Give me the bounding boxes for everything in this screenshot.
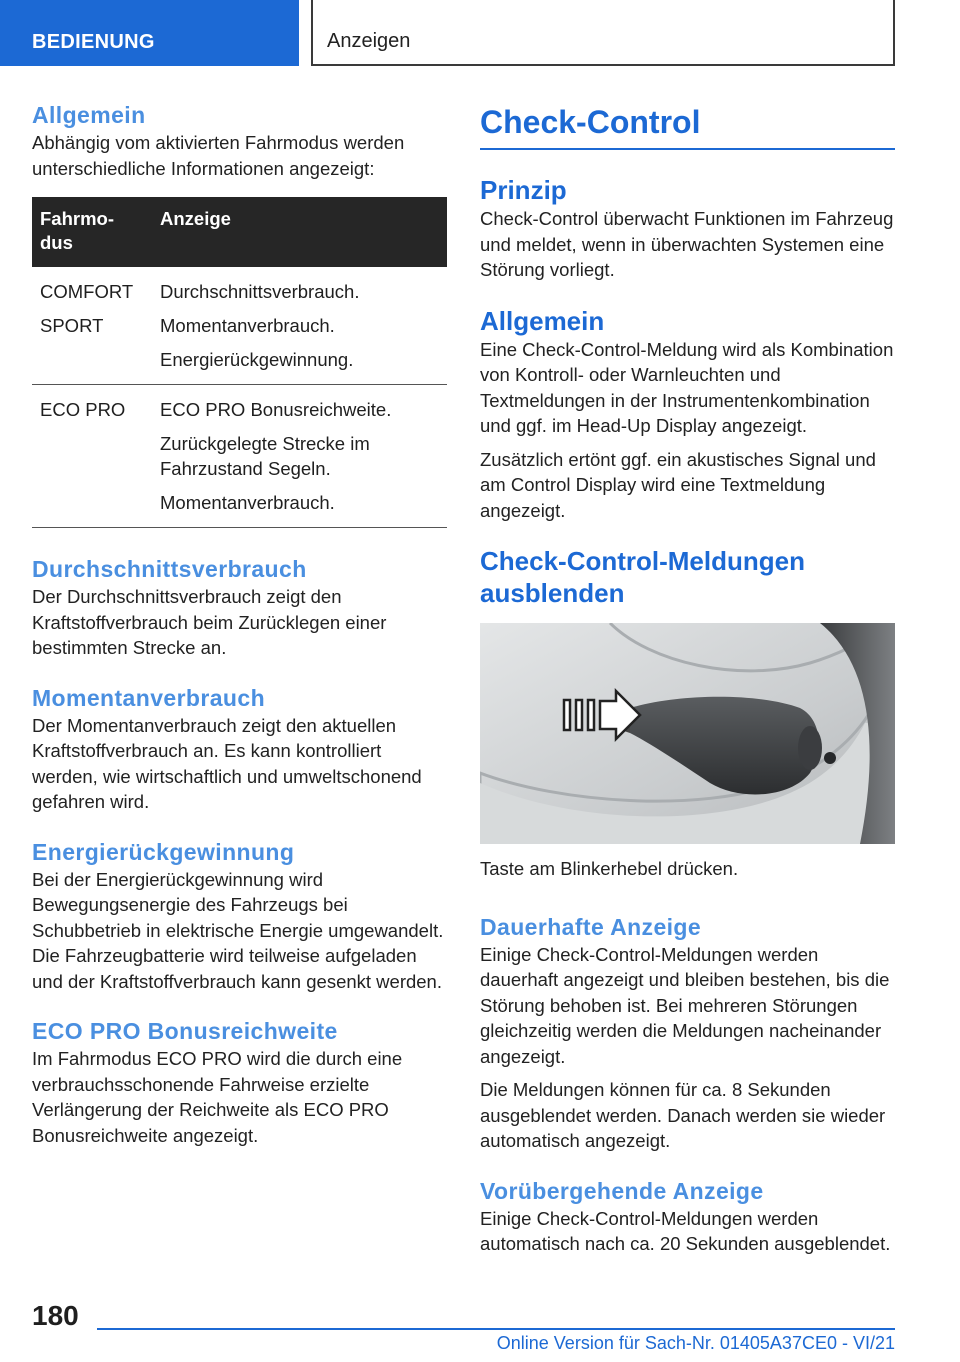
heading-allgemein-right: Allgemein <box>480 305 605 336</box>
text-dauerhafte-anzeige-2: Die Meldungen können für ca. 8 Sekunden ausgeblendet werden. Danach werden sie wieder automatisch angezeigt. <box>480 1079 886 1151</box>
display-item: ECO PRO Bonusreichweite. <box>160 399 392 420</box>
header-section: BEDIENUNG <box>0 0 299 66</box>
text-allgemein-1: Eine Check-Control-Meldung wird als Kombination von Kontroll- oder Warnleuchten und Textmeldungen in der Instrumentenkombination und ggf. im Head-Up Display angezeigt. <box>480 338 894 436</box>
display-item: Momentanverbrauch. <box>160 315 335 336</box>
image-caption: Taste am Blinkerhebel drücken. <box>480 858 739 879</box>
drive-mode-table <box>32 197 447 528</box>
header-title: Anzeigen <box>311 0 895 66</box>
table-row <box>32 385 447 528</box>
heading-dauerhafte-anzeige: Dauerhafte Anzeige <box>480 913 702 940</box>
text-eco-pro-bonusreichweite: Im Fahrmodus ECO PRO wird die durch eine verbrauchsschonende Fahrweise erzielte Verlängerung der Reichweite als ECO PRO Bonusreichweite angezeigt. <box>32 1048 403 1146</box>
mode-comfort: COMFORT <box>40 281 134 302</box>
heading-prinzip: Prinzip <box>480 175 567 205</box>
display-item: Momentanverbrauch. <box>160 492 335 513</box>
footer-text: Online Version für Sach-Nr. 01405A37CE0 - VI/21 <box>496 1333 895 1353</box>
heading-allgemein: Allgemein <box>32 102 146 128</box>
display-item: Zurückgelegte Strecke im Fahrzustand Segeln. <box>160 433 370 479</box>
heading-voruebergehende-anzeige: Vorübergehende Anzeige <box>480 1177 764 1204</box>
page-number: 180 <box>32 1300 79 1331</box>
table-row <box>32 267 447 385</box>
footer-divider <box>97 1328 895 1330</box>
text-allgemein-2: Zusätzlich ertönt ggf. ein akustisches Signal und am Control Display wird eine Textmeldung angezeigt. <box>480 448 876 521</box>
display-item: Energierückgewinnung. <box>160 349 354 370</box>
right-column <box>480 100 895 1257</box>
left-column <box>32 100 447 1148</box>
table-header-display: Anzeige <box>152 197 447 267</box>
mode-eco-pro: ECO PRO <box>40 399 126 420</box>
text-allgemein: Abhängig vom aktivierten Fahrmodus werden unterschiedliche Informationen angezeigt: <box>32 132 405 179</box>
text-energierueckgewinnung: Bei der Energierückgewinnung wird Bewegungsenergie des Fahrzeugs bei Schubbetrieb in elektrische Energie umgewandelt. Die Fahrzeugbatterie wird teilweise aufgeladen und der Kraftstoffverbrauch kann gesenkt werden. <box>32 868 444 992</box>
mode-sport: SPORT <box>40 315 104 336</box>
heading-durchschnittsverbrauch: Durchschnittsverbrauch <box>32 556 307 582</box>
text-dauerhafte-anzeige-1: Einige Check-Control-Meldungen werden dauerhaft angezeigt und bleiben bestehen, bis die Störung behoben ist. Bei mehreren Störungen gleichzeitig werden die Meldungen nacheinander angezeigt. <box>480 943 890 1067</box>
heading-meldungen-ausblenden: Check-Control-Meldungen ausblenden <box>480 546 805 608</box>
text-prinzip: Check-Control überwacht Funktionen im Fahrzeug und meldet, wenn in überwachten Systemen eine Störung vorliegt. <box>480 208 894 280</box>
heading-eco-pro-bonusreichweite: ECO PRO Bonusreichweite <box>32 1018 338 1044</box>
text-durchschnittsverbrauch: Der Durchschnittsverbrauch zeigt den Kraftstoffverbrauch beim Zurücklegen einer bestimmten Strecke an. <box>32 586 387 658</box>
display-item: Durchschnittsverbrauch. <box>160 281 360 302</box>
turn-signal-lever-image <box>480 623 895 844</box>
text-voruebergehende-anzeige: Einige Check-Control-Meldungen werden automatisch nach ca. 20 Sekunden ausgeblendet. <box>480 1207 891 1254</box>
text-momentanverbrauch: Der Momentanverbrauch zeigt den aktuellen Kraftstoffverbrauch an. Es kann kontrolliert werden, wie wirtschaftlich und umweltschonend gefahren wird. <box>32 714 422 812</box>
heading-check-control: Check-Control <box>480 100 895 150</box>
heading-momentanverbrauch: Momentanverbrauch <box>32 684 266 711</box>
table-header-mode: Fahrmo-dus <box>32 197 152 267</box>
heading-energierueckgewinnung: Energierückgewinnung <box>32 838 295 865</box>
turn-signal-lever-illustration <box>480 623 895 844</box>
